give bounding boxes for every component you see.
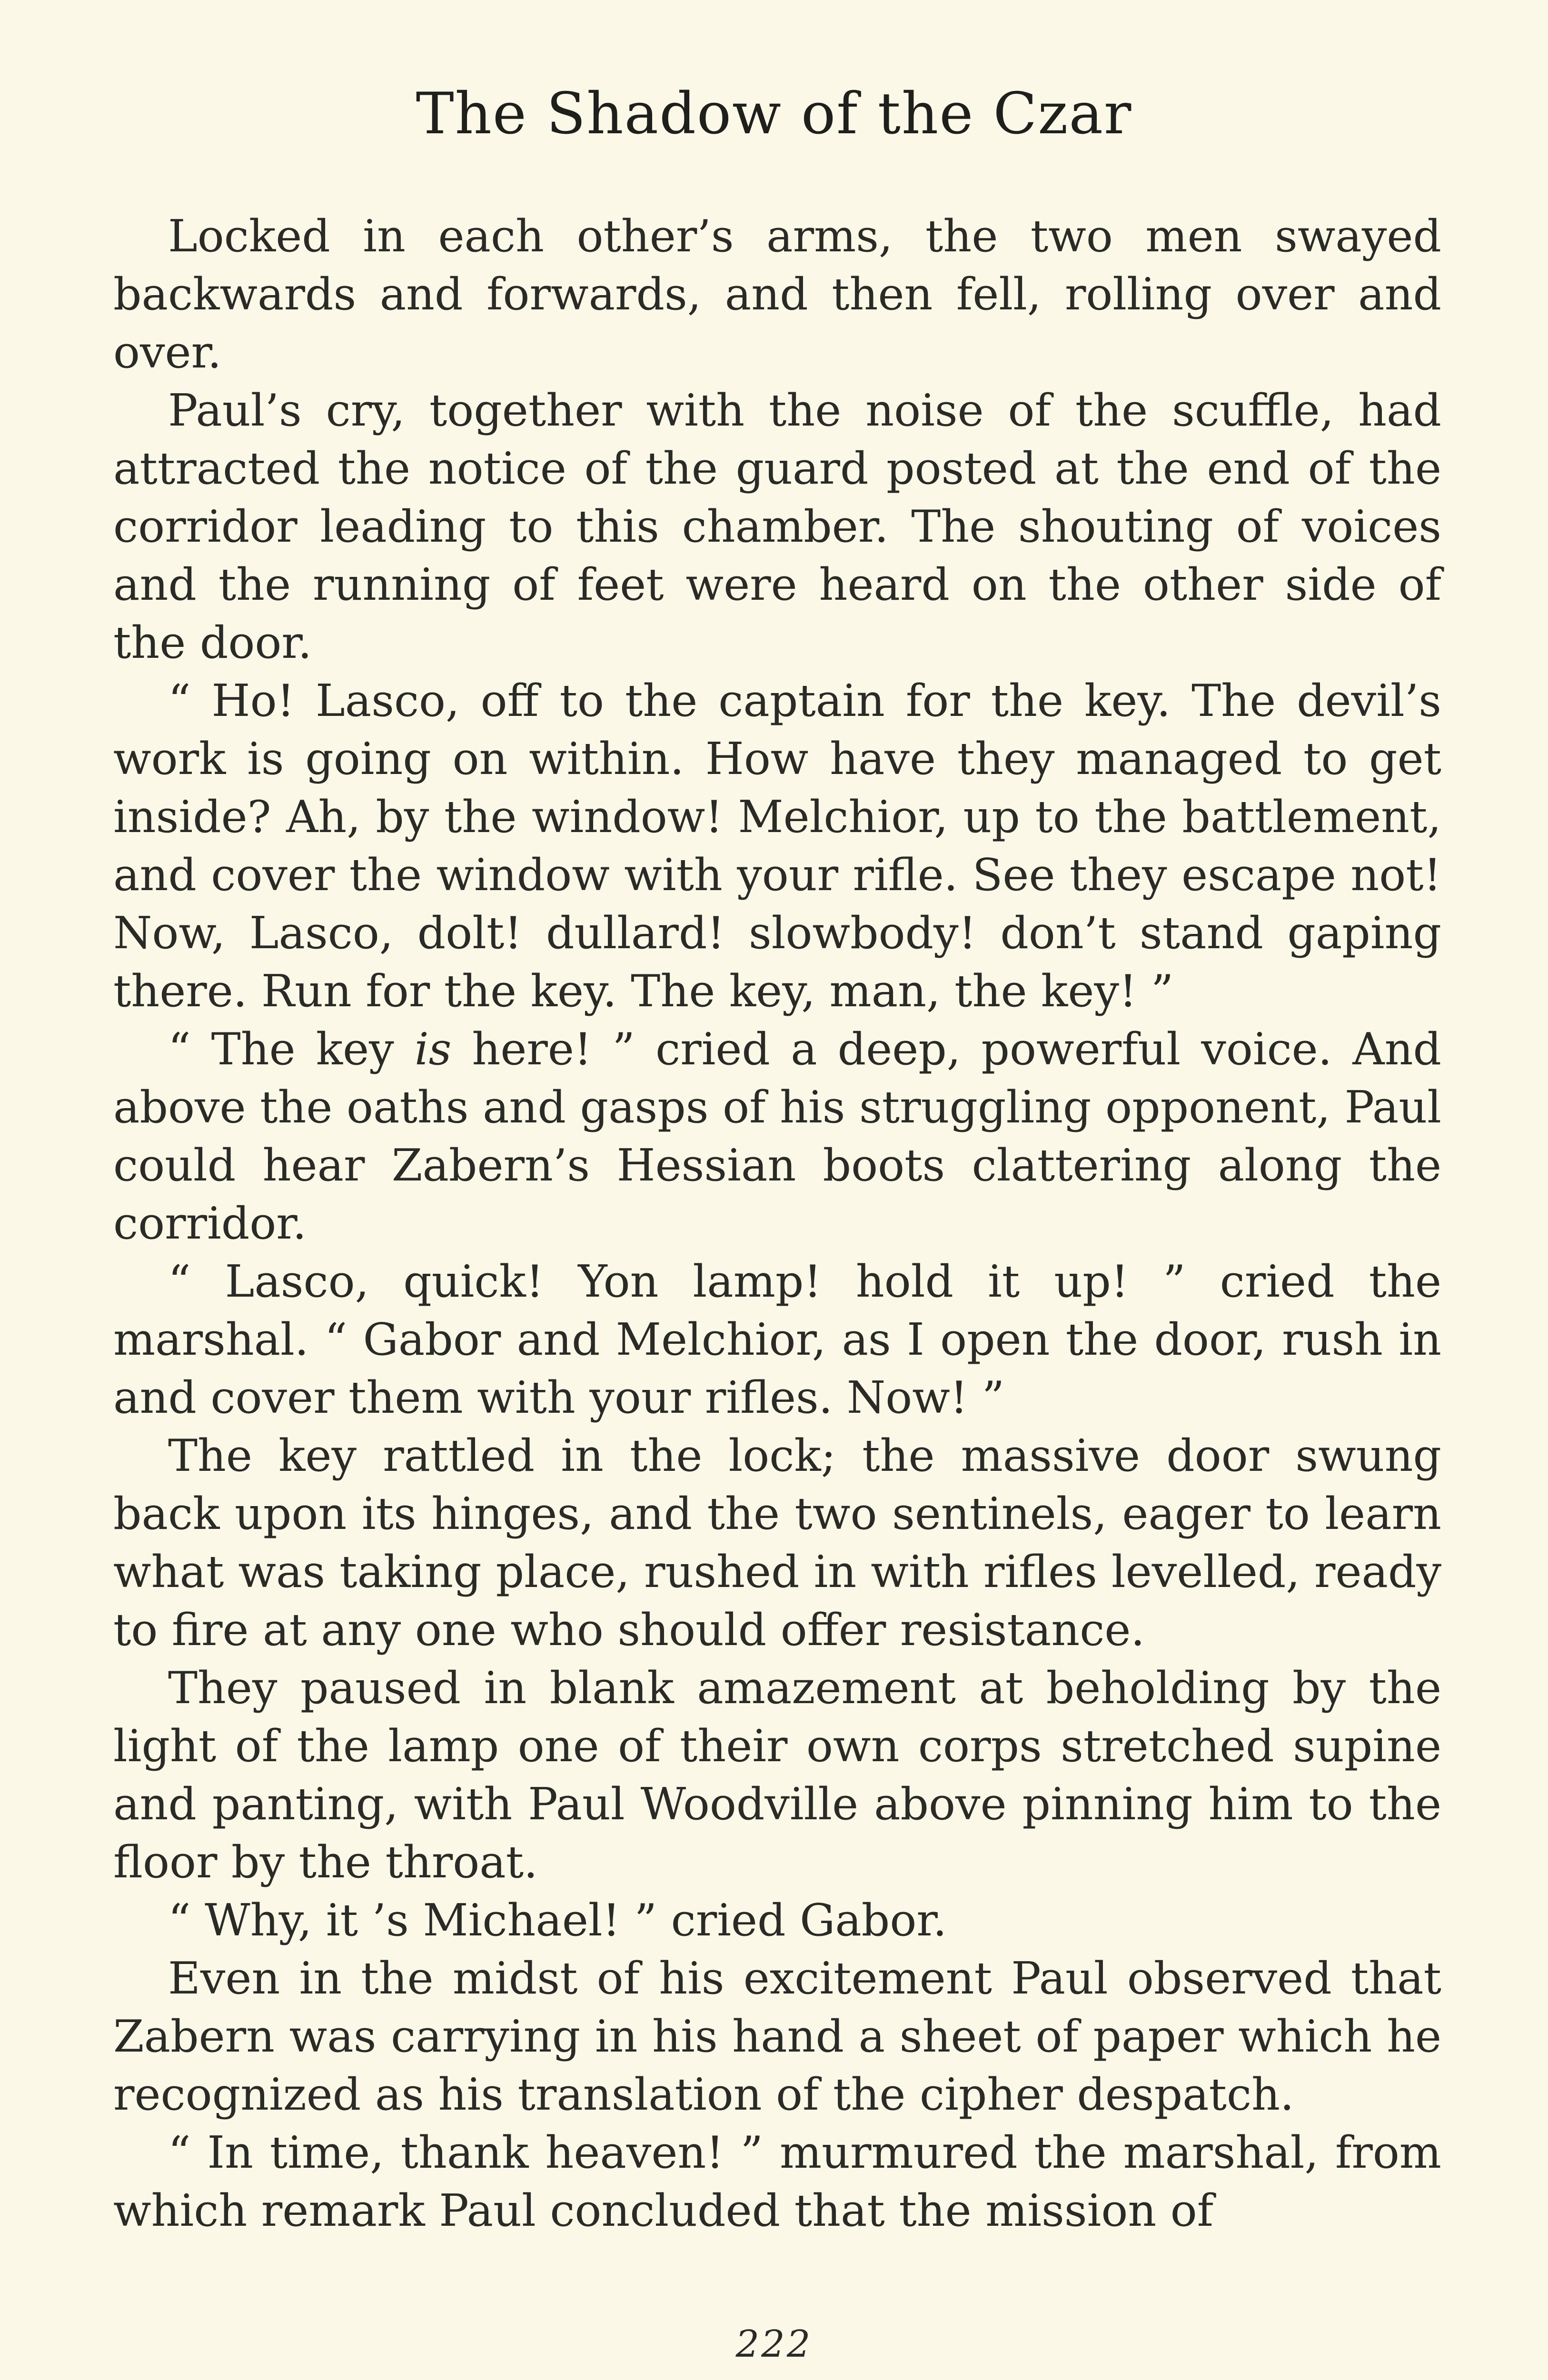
- paragraph: [113, 1020, 1441, 1252]
- paragraph: “ In time, thank heaven! ” murmured the marshal, from which remark Paul concluded that the mission of: [113, 2127, 1441, 2236]
- paragraph-text: here! ” cried a deep, powerful voice. And above the oaths and gasps of his struggling opponent, Paul could hear Zabern’s Hessian boots clattering along the corridor.: [113, 1023, 1442, 1249]
- paragraph: “ Lasco, quick! Yon lamp! hold it up! ” cried the marshal. “ Gabor and Melchior, as I open the door, rush in and cover them with your rifles. Now! ”: [113, 1256, 1441, 1423]
- paragraph: The key rattled in the lock; the massive door swung back upon its hinges, and the two sentinels, eager to learn what was taking place, rushed in with rifles levelled, ready to fire at any one who should offer resistance.: [113, 1430, 1441, 1656]
- paragraph-text: “ The key: [168, 1023, 415, 1075]
- italic-word: is: [414, 1023, 452, 1075]
- paragraph: They paused in blank amazement at beholding by the light of the lamp one of their own corps stretched supine and panting, with Paul Woodville above pinning him to the floor by the throat.: [113, 1662, 1441, 1888]
- paragraph: Paul’s cry, together with the noise of the scuffle, had attracted the notice of the guard posted at the end of the corridor leading to this chamber. The shouting of voices and the running of feet were heard on the other side of the door.: [113, 385, 1441, 668]
- paragraph: “ Ho! Lasco, off to the captain for the key. The devil’s work is going on within. How have they managed to get inside? Ah, by the window! Melchior, up to the battlement, and cover the window with your rifle. See they escape not! Now, Lasco, dolt! dullard! slowbody! don’t stand gaping there. Run for the key. The key, man, the key! ”: [113, 675, 1441, 1017]
- paragraph: “ Why, it ’s Michael! ” cried Gabor.: [168, 1894, 947, 1946]
- page-number: 222: [735, 2323, 813, 2366]
- body-text: [113, 207, 1441, 2240]
- running-head-title: The Shadow of the Czar: [416, 81, 1132, 147]
- paragraph: Even in the midst of his excitement Paul observed that Zabern was carrying in his hand a sheet of paper which he recognized as his translation of the cipher despatch.: [113, 1953, 1441, 2120]
- paragraph: Locked in each other’s arms, the two men swayed backwards and forwards, and then fell, rolling over and over.: [113, 210, 1441, 378]
